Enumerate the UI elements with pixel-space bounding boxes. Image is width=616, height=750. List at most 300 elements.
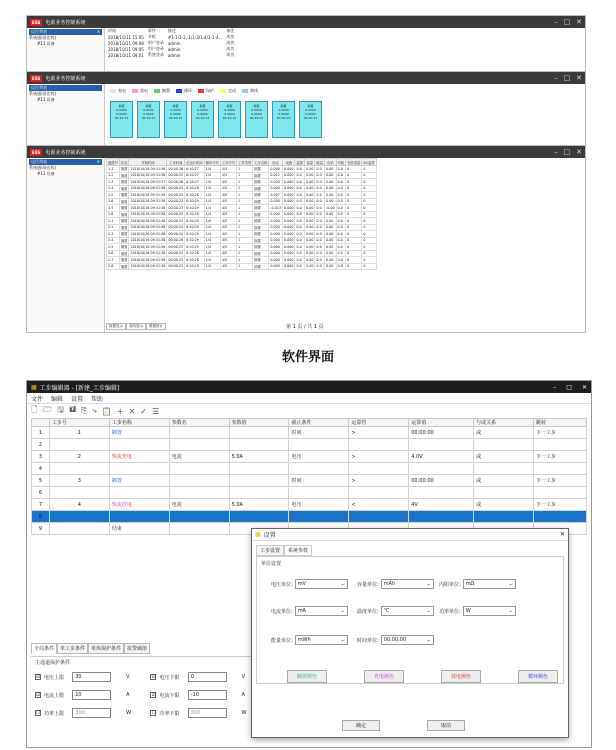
table-cell: 0:10:28 bbox=[185, 250, 204, 257]
table-cell: 搁置 bbox=[120, 193, 128, 198]
table-cell: 1/4 bbox=[204, 250, 220, 257]
table-cell: 00:00:23 bbox=[168, 199, 184, 204]
window-title: 电源业务控制系统 bbox=[45, 75, 86, 82]
field-label: 电压单位: bbox=[271, 581, 293, 588]
table-cell: 00:00:23 bbox=[168, 212, 184, 217]
table-cell: 2018/10/11 15:05 bbox=[108, 34, 144, 40]
tree-item[interactable]: 系统通讯(在线) bbox=[29, 35, 57, 40]
step-cell-jump[interactable] bbox=[533, 439, 586, 451]
table-header-row bbox=[107, 159, 377, 166]
value-input[interactable]: 0 bbox=[188, 672, 227, 682]
table-cell: 4/5 bbox=[220, 179, 236, 186]
dialog-tabs bbox=[252, 541, 568, 556]
table-cell: 0.00 bbox=[325, 172, 337, 179]
step-cell-rel[interactable] bbox=[474, 439, 534, 451]
step-cell-name[interactable] bbox=[109, 463, 169, 475]
checkbox[interactable]: ☑ bbox=[36, 674, 41, 680]
app-logo: ESS bbox=[32, 19, 41, 25]
step-cell-name[interactable]: 恒流放电 bbox=[109, 499, 169, 511]
table-cell: 搁置 bbox=[253, 218, 269, 225]
table-cell: 0.000 bbox=[284, 238, 294, 243]
legend-swatch bbox=[132, 89, 138, 93]
step-cell-op[interactable] bbox=[349, 439, 409, 451]
menu-item[interactable]: 帮助 bbox=[91, 395, 104, 403]
table-cell: 4/5 bbox=[220, 185, 236, 192]
step-cell-rel[interactable]: 或 bbox=[474, 451, 534, 463]
value-input[interactable]: 300 bbox=[72, 708, 111, 718]
view-tab[interactable]: 曲线显示 bbox=[126, 323, 146, 330]
table-cell: 1/4 bbox=[204, 166, 220, 173]
table-cell: 1 bbox=[237, 205, 253, 212]
color-button[interactable]: 搁置颜色 bbox=[287, 670, 327, 683]
step-row[interactable] bbox=[32, 511, 587, 523]
cancel-button[interactable]: 取消 bbox=[427, 720, 465, 731]
field-label: 电流上限 bbox=[44, 692, 65, 699]
pager: 第 1 页 / 共 1 页 bbox=[286, 324, 324, 330]
channel-card[interactable] bbox=[110, 101, 133, 138]
table-cell: 0.00 bbox=[325, 231, 337, 238]
step-cell-rel[interactable]: 或 bbox=[474, 427, 534, 439]
close-icon[interactable]: ✕ bbox=[96, 29, 100, 34]
close-icon[interactable]: ✕ bbox=[559, 531, 565, 538]
table-cell: 00:00:26 bbox=[168, 166, 184, 171]
value-input[interactable]: 300 bbox=[188, 708, 227, 718]
table-cell: 0.0 bbox=[295, 231, 305, 238]
tab-system-params[interactable]: 系统参数 bbox=[284, 545, 312, 556]
table-cell: 0:10:29 bbox=[185, 237, 204, 244]
step-cell-name[interactable]: 结束 bbox=[109, 523, 169, 535]
unit-select[interactable] bbox=[463, 606, 516, 616]
checkbox[interactable]: ☑ bbox=[151, 692, 156, 698]
step-row[interactable] bbox=[32, 475, 587, 487]
table-cell: 0.0 bbox=[315, 244, 325, 251]
step-cell-no[interactable]: 3 bbox=[49, 475, 109, 487]
table-cell: 0.0 bbox=[336, 263, 346, 270]
table-cell: 0 bbox=[346, 211, 362, 218]
table-cell: 0:10:27 bbox=[185, 166, 204, 173]
unit-select[interactable] bbox=[381, 635, 434, 645]
maximize-icon[interactable]: □ bbox=[566, 383, 572, 391]
step-cell-val[interactable] bbox=[409, 487, 474, 499]
app-window-data bbox=[26, 145, 586, 333]
close-icon[interactable]: ✕ bbox=[576, 18, 582, 26]
table-cell: 0.000 bbox=[269, 224, 283, 231]
table-cell: 0 bbox=[362, 224, 376, 231]
tree-item[interactable]: 系统通讯(在线) bbox=[29, 165, 57, 170]
step-cell-rel[interactable] bbox=[474, 463, 534, 475]
step-cell-name[interactable]: 恒流充电 bbox=[109, 451, 169, 463]
step-cell-val[interactable]: 00:00:00 bbox=[409, 427, 474, 439]
step-cell-cond[interactable]: 时间 bbox=[289, 427, 349, 439]
insert-icon[interactable]: ⤷ bbox=[92, 406, 97, 415]
close-icon[interactable]: ✕ bbox=[581, 383, 587, 391]
step-cell-jump[interactable] bbox=[533, 463, 586, 475]
channel-card[interactable] bbox=[272, 101, 295, 138]
unit-select[interactable] bbox=[295, 635, 348, 645]
table-cell: 0.00 bbox=[306, 257, 314, 262]
step-cell-cond[interactable]: 时间 bbox=[289, 475, 349, 487]
new-file-icon[interactable]: 🗋 bbox=[31, 405, 38, 414]
table-cell: 1 bbox=[237, 244, 253, 251]
column-header: 截止条件 bbox=[289, 419, 349, 427]
channel-card[interactable] bbox=[218, 101, 241, 138]
select-value: mAh bbox=[383, 581, 396, 587]
column-header: 跳转 bbox=[533, 419, 586, 427]
step-table bbox=[31, 418, 587, 535]
table-cell: 0.00 bbox=[306, 192, 314, 197]
step-cell-no[interactable]: 1 bbox=[49, 427, 109, 439]
table-cell: 0.000 bbox=[284, 251, 294, 256]
column-header: 工步类型 bbox=[238, 160, 252, 165]
ok-button[interactable]: 确定 bbox=[342, 720, 380, 731]
condition-tabs bbox=[31, 643, 150, 654]
step-cell-op[interactable] bbox=[349, 463, 409, 475]
table-cell: 4/5 bbox=[220, 211, 236, 218]
table-cell: 0.0 bbox=[315, 192, 325, 199]
table-cell: 0.0 bbox=[295, 205, 305, 212]
minimize-icon[interactable]: – bbox=[554, 148, 558, 156]
maximize-icon[interactable]: □ bbox=[563, 74, 571, 82]
settings-dialog bbox=[251, 528, 569, 738]
step-cell-op[interactable] bbox=[349, 511, 409, 523]
chevron-down-icon: ⌄ bbox=[426, 637, 431, 643]
step-cell-pname[interactable]: 电流 bbox=[169, 499, 229, 511]
title-bar bbox=[27, 146, 585, 158]
step-cell-name[interactable] bbox=[109, 511, 169, 523]
step-cell-no[interactable] bbox=[49, 463, 109, 475]
unit-label: V bbox=[126, 674, 130, 680]
step-cell-op[interactable]: > bbox=[349, 427, 409, 439]
step-cell-pval[interactable]: 5.0A bbox=[229, 451, 289, 463]
table-cell: 0.00 bbox=[325, 198, 337, 205]
close-icon[interactable]: ✕ bbox=[576, 148, 582, 156]
table-cell: 0.000 bbox=[269, 263, 283, 270]
table-cell: 1/4 bbox=[204, 198, 220, 205]
table-cell: 0.0 bbox=[315, 179, 325, 186]
table-cell: 0.0 bbox=[295, 179, 305, 186]
step-cell-op[interactable] bbox=[349, 487, 409, 499]
card-line: 0.0000 bbox=[251, 112, 262, 116]
step-cell-name[interactable] bbox=[109, 439, 169, 451]
table-cell: 0.0 bbox=[336, 218, 346, 225]
table-cell: 0.00 bbox=[306, 238, 314, 243]
menu-item[interactable]: 编辑 bbox=[51, 395, 64, 403]
step-cell-pname[interactable] bbox=[169, 463, 229, 475]
field-label: 电压上限 bbox=[44, 674, 65, 681]
step-cell-rel[interactable] bbox=[474, 487, 534, 499]
step-cell-op[interactable]: > bbox=[349, 475, 409, 487]
unit-label: A bbox=[126, 692, 130, 698]
step-cell-no[interactable]: 4 bbox=[49, 499, 109, 511]
view-tab[interactable]: 数据显示 bbox=[106, 323, 126, 330]
table-cell: 0.0 bbox=[336, 211, 346, 218]
color-button[interactable]: 充电颜色 bbox=[364, 670, 404, 683]
step-cell-pval[interactable] bbox=[229, 427, 289, 439]
table-cell: 用户登录 bbox=[147, 46, 164, 51]
step-cell-val[interactable] bbox=[409, 439, 474, 451]
card-line: 00:10:12 bbox=[222, 116, 237, 120]
tree-item[interactable]: #11 设备 bbox=[37, 97, 55, 102]
condition-tab[interactable]: 单体保护条件 bbox=[88, 643, 124, 654]
legend-swatch bbox=[154, 89, 160, 93]
table-cell: 0.00 bbox=[306, 173, 314, 178]
table-cell: 1/4 bbox=[204, 244, 220, 251]
step-cell-pname[interactable] bbox=[169, 523, 229, 535]
table-cell: 0.0 bbox=[336, 198, 346, 205]
table-cell: 0.000 bbox=[284, 212, 294, 217]
step-cell-val[interactable] bbox=[409, 511, 474, 523]
table-cell: 搁置 bbox=[120, 225, 128, 230]
column-header: 时间 bbox=[108, 28, 116, 33]
step-cell-pname[interactable] bbox=[169, 511, 229, 523]
step-cell-pname[interactable] bbox=[169, 439, 229, 451]
close-icon[interactable]: ✕ bbox=[96, 159, 100, 164]
value-input[interactable]: 30 bbox=[72, 672, 111, 682]
table-cell: 0.000 bbox=[284, 264, 294, 269]
table-cell: 0.007 bbox=[269, 192, 283, 199]
table-cell: 0.00 bbox=[325, 166, 337, 173]
table-cell: 1 bbox=[237, 179, 253, 186]
table-cell: admin bbox=[167, 52, 181, 58]
table-cell: 2-8 bbox=[107, 263, 120, 270]
table-cell: 成功 bbox=[226, 52, 235, 57]
save-as-icon[interactable]: 🖬 bbox=[69, 405, 76, 414]
value-input[interactable]: 10 bbox=[72, 690, 111, 700]
step-cell-pval[interactable] bbox=[229, 511, 289, 523]
channel-card[interactable] bbox=[245, 101, 268, 138]
table-cell: 0.000 bbox=[269, 231, 283, 238]
select-value: ℃ bbox=[383, 608, 390, 614]
step-row[interactable] bbox=[32, 427, 587, 439]
unit-select[interactable] bbox=[463, 579, 516, 589]
table-cell: 4/5 bbox=[220, 172, 236, 179]
step-cell-pval[interactable] bbox=[229, 463, 289, 475]
tab-step-settings[interactable]: 工步设置 bbox=[256, 545, 284, 556]
save-icon[interactable]: 🖫 bbox=[57, 405, 65, 414]
step-cell-jump[interactable] bbox=[533, 487, 586, 499]
table-cell: 1 bbox=[237, 257, 253, 264]
step-cell-cond[interactable]: 电压 bbox=[289, 451, 349, 463]
checkbox[interactable]: ☐ bbox=[36, 710, 41, 716]
view-tabs bbox=[106, 323, 166, 330]
step-cell-pname[interactable] bbox=[169, 427, 229, 439]
value-input[interactable]: -10 bbox=[188, 690, 227, 700]
column-header: 工步名称 bbox=[109, 419, 169, 427]
table-cell: 0.000 bbox=[269, 166, 283, 173]
condition-tab[interactable]: 报警阈值 bbox=[124, 643, 150, 654]
step-row[interactable] bbox=[32, 439, 587, 451]
field-label: 电流下限 bbox=[159, 692, 180, 699]
step-cell-rel[interactable]: 或 bbox=[474, 499, 534, 511]
check-icon[interactable]: ✓ bbox=[140, 406, 147, 416]
chevron-down-icon: ⌄ bbox=[508, 608, 513, 614]
step-cell-cond[interactable]: 电压 bbox=[289, 499, 349, 511]
step-cell-name[interactable] bbox=[109, 487, 169, 499]
list-icon[interactable]: ☰ bbox=[151, 406, 160, 416]
app-window-log bbox=[26, 15, 586, 73]
table-cell: 2018/10/16 09:31:36 bbox=[130, 251, 166, 256]
open-folder-icon[interactable]: 🗁 bbox=[42, 405, 53, 414]
table-cell: 搁置 bbox=[120, 264, 128, 269]
legend-label: 离线 bbox=[250, 88, 258, 93]
column-header: DC温度 bbox=[363, 160, 375, 165]
unit-select[interactable] bbox=[295, 606, 348, 616]
legend-item bbox=[176, 88, 192, 94]
step-cell-pval[interactable] bbox=[229, 439, 289, 451]
step-cell-jump[interactable]: 下一工步 bbox=[533, 499, 586, 511]
step-cell-op[interactable]: < bbox=[349, 499, 409, 511]
add-icon[interactable]: + bbox=[116, 406, 124, 416]
step-cell-pval[interactable]: 5.0A bbox=[229, 499, 289, 511]
table-cell: 0.00 bbox=[306, 186, 314, 191]
table-cell: 0.0 bbox=[315, 185, 325, 192]
menu-item[interactable]: 文件 bbox=[31, 395, 44, 403]
color-button[interactable]: 放电颜色 bbox=[441, 670, 481, 683]
unit-select[interactable] bbox=[381, 606, 434, 616]
table-cell: 1 bbox=[237, 185, 253, 192]
maximize-icon[interactable]: □ bbox=[563, 148, 571, 156]
step-cell-pname[interactable]: 电流 bbox=[169, 451, 229, 463]
table-row[interactable] bbox=[107, 263, 377, 270]
copy-icon[interactable]: ⎘ bbox=[81, 406, 88, 415]
app-window-monitor bbox=[26, 71, 586, 147]
table-cell: 0:10:29 bbox=[185, 205, 204, 212]
channel-card[interactable] bbox=[299, 101, 322, 138]
table-cell: 0.000 bbox=[284, 173, 294, 178]
section-title: 主通道保护条件 bbox=[35, 660, 71, 666]
table-cell: 搁置 bbox=[120, 238, 128, 243]
table-cell: 1/4 bbox=[204, 179, 220, 186]
legend-item bbox=[242, 88, 258, 94]
minimize-icon[interactable]: – bbox=[554, 74, 558, 82]
column-header: 功率 bbox=[325, 159, 337, 166]
title-bar bbox=[27, 72, 585, 84]
close-icon[interactable]: ✕ bbox=[576, 74, 582, 82]
data-panel bbox=[106, 158, 585, 332]
step-row[interactable] bbox=[32, 487, 587, 499]
channel-card[interactable] bbox=[137, 101, 160, 138]
step-cell-no[interactable]: 2 bbox=[49, 451, 109, 463]
legend-label: 保护 bbox=[206, 88, 214, 93]
step-cell-pname[interactable] bbox=[169, 487, 229, 499]
table-cell: 0.0 bbox=[315, 257, 325, 264]
step-cell-cond[interactable] bbox=[289, 463, 349, 475]
table-cell: 0 bbox=[362, 192, 376, 199]
step-cell-op[interactable]: > bbox=[349, 451, 409, 463]
minimize-icon[interactable]: – bbox=[553, 383, 557, 391]
table-row[interactable] bbox=[106, 34, 236, 40]
table-cell: 0.00 bbox=[325, 250, 337, 257]
table-cell: 2018/10/11 09:08 bbox=[108, 40, 144, 46]
delete-icon[interactable]: ✕ bbox=[128, 406, 136, 416]
tree-item[interactable]: #11 设备 bbox=[37, 171, 55, 176]
step-cell-no[interactable] bbox=[49, 511, 109, 523]
step-cell-name[interactable]: 搁置 bbox=[109, 427, 169, 439]
table-cell: 0.000 bbox=[284, 205, 294, 210]
unit-select[interactable] bbox=[381, 579, 434, 589]
table-cell: 0.0 bbox=[336, 166, 346, 173]
step-row[interactable] bbox=[32, 463, 587, 475]
table-cell: 0.0 bbox=[295, 257, 305, 264]
card-line: 搁置 bbox=[199, 104, 206, 108]
step-cell-jump[interactable] bbox=[533, 511, 586, 523]
table-cell: 1 bbox=[237, 192, 253, 199]
field-label: 功率上限 bbox=[44, 710, 65, 717]
table-cell: 0.00 bbox=[325, 237, 337, 244]
condition-tab[interactable]: 单工步条件 bbox=[57, 643, 88, 654]
checkbox[interactable]: ☑ bbox=[36, 692, 41, 698]
step-cell-name[interactable]: 搁置 bbox=[109, 475, 169, 487]
step-cell-cond[interactable] bbox=[289, 487, 349, 499]
card-line: 0.0000 bbox=[224, 108, 235, 112]
view-tab[interactable]: 数据统计 bbox=[146, 323, 166, 330]
step-cell-jump[interactable]: 下一工步 bbox=[533, 427, 586, 439]
step-cell-cond[interactable] bbox=[289, 511, 349, 523]
table-cell: 0.00 bbox=[325, 263, 337, 270]
table-cell: 1 bbox=[237, 211, 253, 218]
step-cell-val[interactable]: 4V bbox=[409, 499, 474, 511]
maximize-icon[interactable]: □ bbox=[563, 18, 571, 26]
step-cell-val[interactable]: 4.0V bbox=[409, 451, 474, 463]
table-cell: 4/5 bbox=[220, 198, 236, 205]
step-row[interactable] bbox=[32, 451, 587, 463]
table-cell: 0.0 bbox=[295, 172, 305, 179]
step-cell-no[interactable] bbox=[49, 439, 109, 451]
status-legend bbox=[106, 84, 585, 98]
step-cell-rel[interactable]: 或 bbox=[474, 475, 534, 487]
menu-item[interactable]: 设置 bbox=[71, 395, 84, 403]
color-button[interactable]: 循环颜色 bbox=[518, 670, 558, 683]
paste-icon[interactable]: 📋 bbox=[101, 406, 112, 416]
table-cell: 0 bbox=[362, 231, 376, 238]
step-cell-pval[interactable] bbox=[229, 487, 289, 499]
step-row[interactable] bbox=[32, 499, 587, 511]
table-row[interactable] bbox=[106, 52, 236, 58]
step-cell-cond[interactable] bbox=[289, 439, 349, 451]
select-value: mV bbox=[297, 581, 306, 587]
channel-card[interactable] bbox=[164, 101, 187, 138]
column-header: 与或关系 bbox=[474, 419, 534, 427]
unit-select[interactable] bbox=[295, 579, 348, 589]
legend-item bbox=[198, 88, 214, 94]
field-label: 电流单位: bbox=[271, 608, 293, 615]
step-cell-jump[interactable]: 下一工步 bbox=[533, 475, 586, 487]
step-cell-pname[interactable] bbox=[169, 475, 229, 487]
column-header: 运算符 bbox=[349, 419, 409, 427]
table-cell: 0.00 bbox=[306, 244, 314, 249]
table-cell: 00:00:24 bbox=[168, 225, 184, 230]
checkbox[interactable]: ☐ bbox=[151, 710, 156, 716]
step-cell-no[interactable] bbox=[49, 487, 109, 499]
column-header: 运算值 bbox=[409, 419, 474, 427]
table-cell: 0:10:27 bbox=[185, 172, 204, 179]
condition-tab[interactable]: 全局条件 bbox=[31, 643, 57, 654]
table-cell: 0 bbox=[346, 192, 362, 199]
step-cell-val[interactable] bbox=[409, 463, 474, 475]
checkbox[interactable]: ☑ bbox=[151, 674, 156, 680]
step-cell-no[interactable] bbox=[49, 523, 109, 535]
step-cell-jump[interactable]: 下一工步 bbox=[533, 451, 586, 463]
step-cell-pval[interactable] bbox=[229, 475, 289, 487]
tree-item[interactable]: 系统通讯(在线) bbox=[29, 91, 57, 96]
minimize-icon[interactable]: – bbox=[554, 18, 558, 26]
step-cell-rel[interactable] bbox=[474, 511, 534, 523]
channel-card[interactable] bbox=[191, 101, 214, 138]
legend-swatch bbox=[198, 89, 204, 93]
step-cell-val[interactable]: 00:00:00 bbox=[409, 475, 474, 487]
step-cell-idx: 1 bbox=[32, 427, 50, 439]
tree-item[interactable]: #11 设备 bbox=[37, 41, 55, 46]
